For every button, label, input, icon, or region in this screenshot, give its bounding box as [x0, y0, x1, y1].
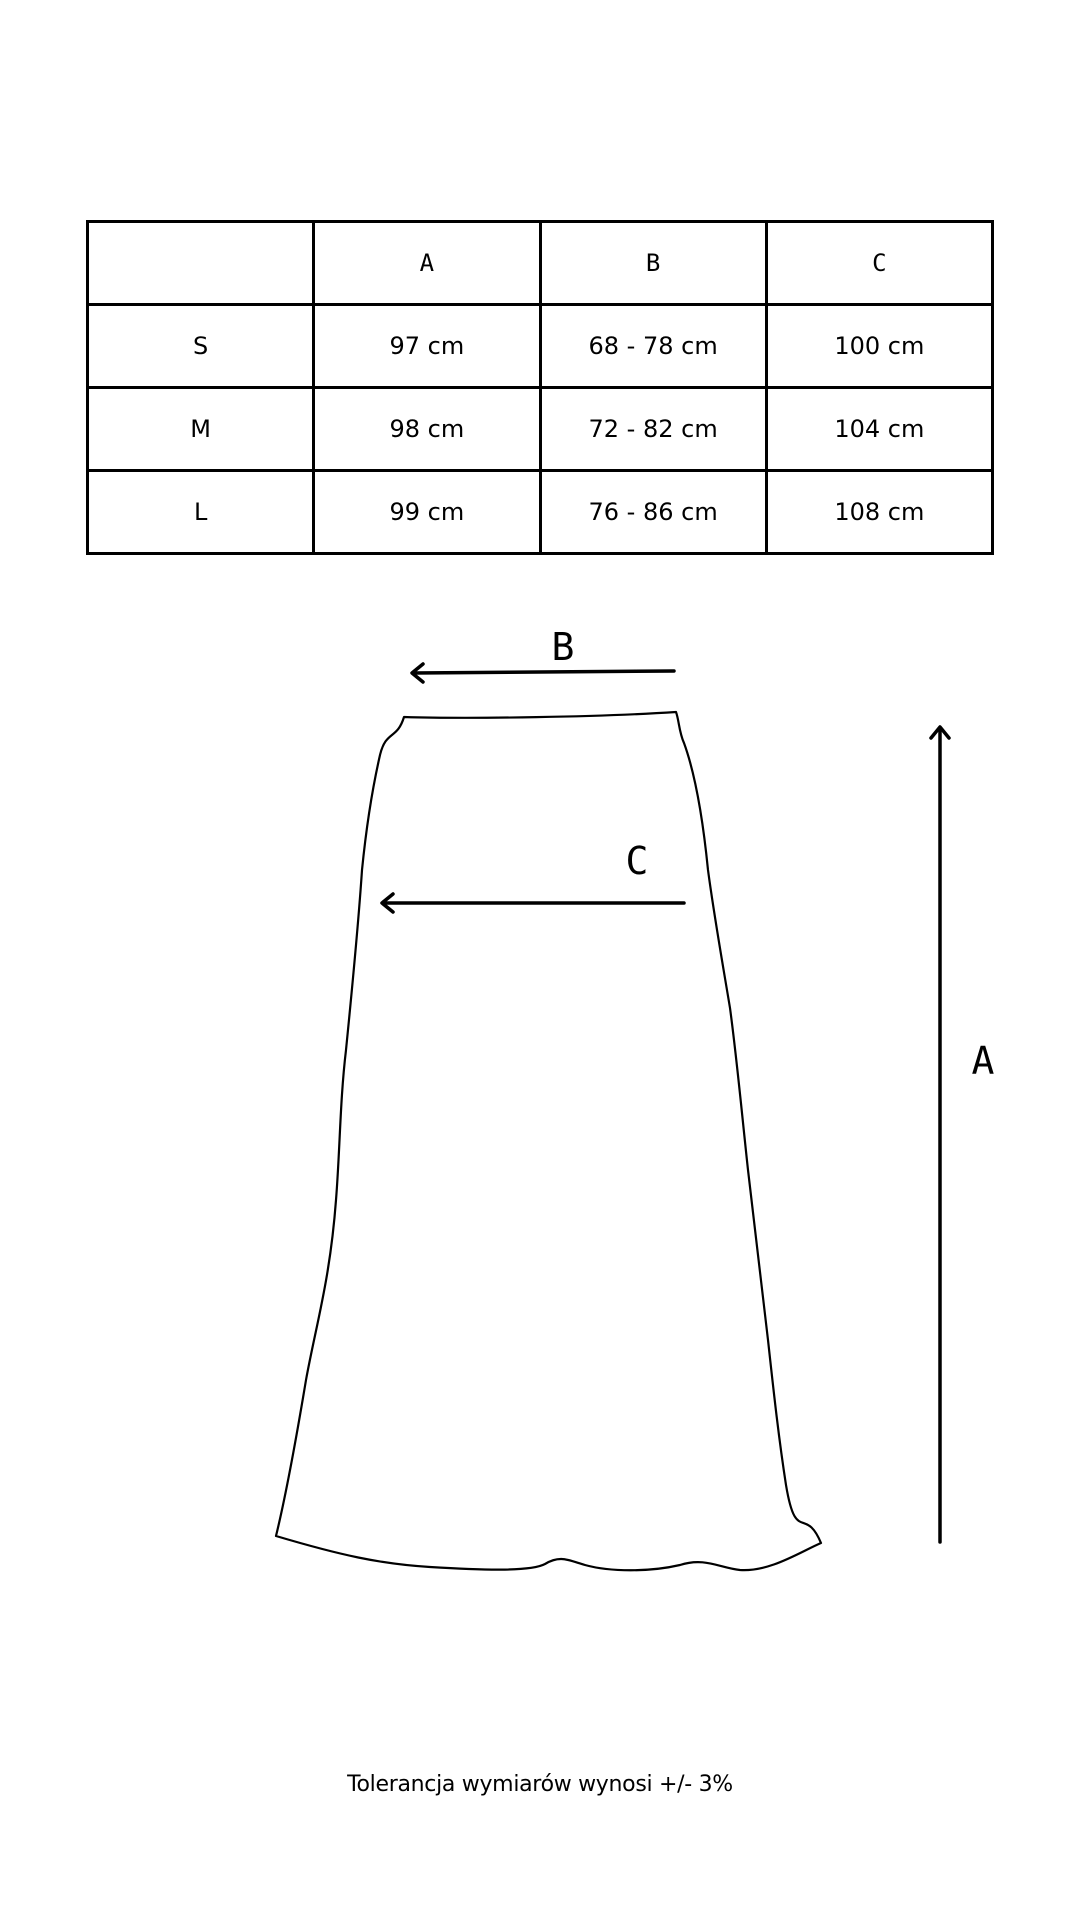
tolerance-note: Tolerancja wymiarów wynosi +/- 3%	[347, 1772, 733, 1797]
table-cell: 100 cm	[766, 305, 992, 388]
size-label-cell: L	[88, 471, 314, 554]
table-cell: 68 - 78 cm	[540, 305, 766, 388]
table-cell: 97 cm	[314, 305, 540, 388]
table-cell: 72 - 82 cm	[540, 388, 766, 471]
table-cell: 76 - 86 cm	[540, 471, 766, 554]
label-b: B	[551, 625, 575, 669]
label-c: C	[625, 839, 649, 883]
label-a: A	[971, 1039, 995, 1083]
table-cell: 98 cm	[314, 388, 540, 471]
table-header-cell: A	[314, 222, 540, 305]
table-cell: 99 cm	[314, 471, 540, 554]
size-label-cell: S	[88, 305, 314, 388]
arrow-b-line	[414, 671, 674, 673]
table-cell: 104 cm	[766, 388, 992, 471]
size-label-cell: M	[88, 388, 314, 471]
skirt-silhouette	[276, 712, 821, 1570]
table-cell: 108 cm	[766, 471, 992, 554]
table-header-cell: C	[766, 222, 992, 305]
table-header-cell: B	[540, 222, 766, 305]
